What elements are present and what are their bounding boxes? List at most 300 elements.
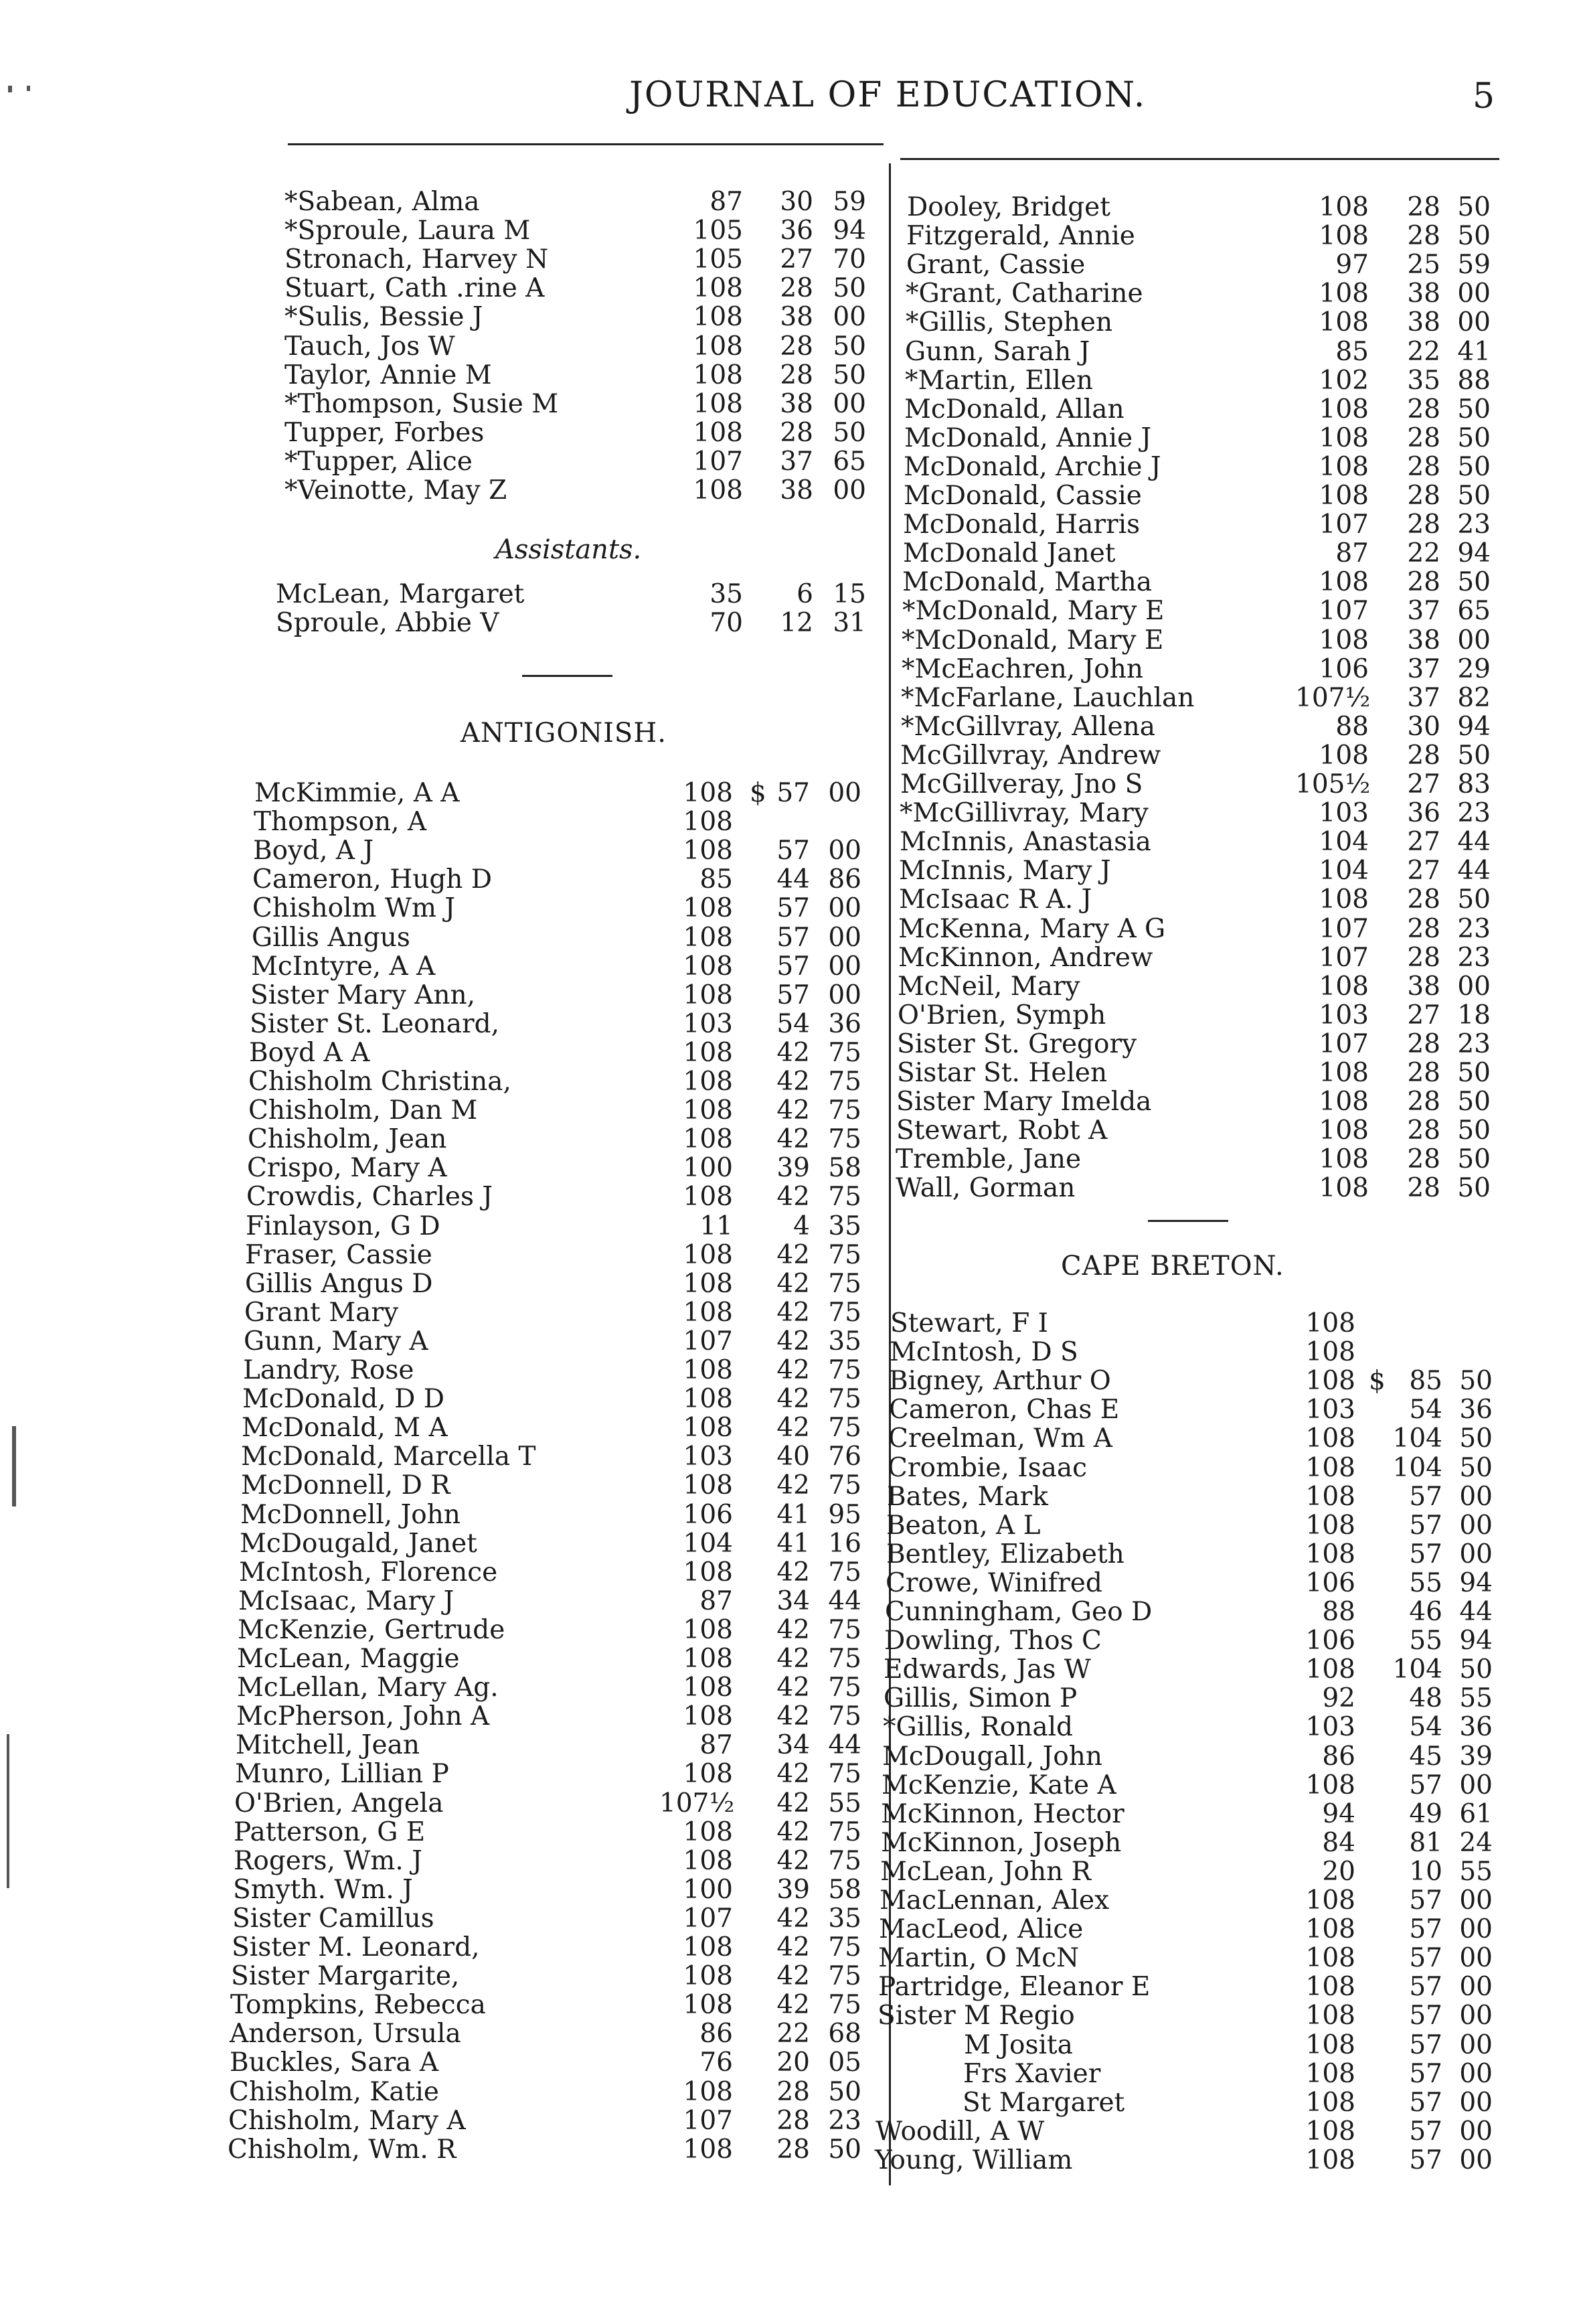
table-row [0,1367,1583,1395]
row-days: 108 [683,1615,733,1645]
top-rule-right [900,158,1499,160]
row-name: McKenzie, Gertrude [238,1615,505,1645]
row-name: Sister Mary Ann, [250,980,476,1010]
row-days: 102 [1319,366,1369,396]
row-dollars: 38 [1407,625,1440,655]
table-row [0,1626,1583,1655]
row-cents: 75 [828,1701,861,1731]
row-days: 107 [683,1326,733,1357]
row-days: 108 [1305,1423,1355,1454]
table-row [0,1059,1583,1087]
table-row [0,1424,1583,1453]
row-days: 108 [683,1990,733,2020]
row-cents: 75 [828,1124,861,1154]
row-cents: 88 [1457,366,1491,396]
row-dollars: 38 [1407,307,1440,337]
row-days: 108 [1319,394,1369,424]
row-dollars: 25 [1407,250,1440,280]
row-dollars: 28 [1407,943,1440,973]
row-cents: 44 [1457,827,1491,857]
row-dollars: 28 [1407,914,1440,944]
row-days: 108 [1305,1510,1355,1541]
row-dollars: 28 [780,331,813,362]
row-days: 108 [683,980,733,1010]
row-name: *Sabean, Alma [284,187,480,217]
row-name: Tauch, Jos W [284,331,455,362]
row-cents: 58 [828,1153,861,1183]
row-cents: 86 [828,864,861,895]
top-rule-left [288,143,884,145]
row-dollars: 42 [776,1326,810,1357]
row-dollars: 57 [776,980,810,1010]
row-dollars: 28 [1407,423,1440,453]
table-row [0,741,1583,770]
row-dollars: 28 [780,418,813,448]
row-name: Woodill, A W [876,2116,1045,2147]
row-name: McDonnell, D R [241,1470,450,1500]
dollar-sign: $ [1369,1366,1386,1396]
table-row [0,712,1583,741]
row-cents: 00 [1459,2088,1493,2118]
table-row [0,1145,1583,1174]
row-days: 106 [1305,1568,1355,1598]
row-cents: 75 [828,1095,861,1126]
row-name: Thompson, A [254,807,427,837]
row-name: Sister St. Gregory [897,1029,1137,1059]
row-dollars: 42 [776,1701,810,1731]
row-dollars: 57 [1409,1482,1442,1512]
row-name: Wall, Gorman [896,1173,1076,1203]
row-name: Grant Mary [244,1298,399,1328]
row-cents: 50 [1459,1366,1493,1396]
row-dollars: 28 [776,2077,810,2107]
row-days: 108 [693,418,743,448]
row-days: 106 [683,1500,733,1530]
row-cents: 50 [1457,1173,1491,1203]
row-name: Fraser, Cassie [245,1240,432,1270]
row-days: 108 [683,778,733,808]
row-name: Sister St. Leonard, [250,1009,500,1039]
row-dollars: 57 [1409,1885,1442,1916]
row-cents: 75 [828,1817,861,1847]
row-cents: 75 [828,1470,861,1500]
row-cents: 75 [828,1615,861,1645]
table-row [0,885,1583,914]
row-days: 108 [683,1038,733,1068]
row-cents: 50 [1457,1058,1491,1088]
row-cents: 61 [1459,1799,1493,1829]
row-name: Munro, Lillian P [235,1759,449,1789]
row-cents: 05 [828,2047,861,2078]
row-dollars: 49 [1409,1799,1442,1829]
row-dollars: 28 [1407,394,1440,424]
row-dollars: 22 [776,2019,810,2049]
row-dollars: 28 [776,2106,810,2136]
row-days: 108 [683,1846,733,1876]
row-cents: 00 [1459,2059,1493,2089]
row-name: Stewart, Robt A [896,1115,1108,1146]
row-name: Smyth. Wm. J [233,1875,413,1905]
row-cents: 75 [828,1298,861,1328]
row-dollars: 37 [1407,654,1440,684]
row-dollars: 30 [780,187,813,217]
row-cents: 00 [828,951,861,982]
row-dollars: 46 [1409,1597,1442,1627]
row-days: 92 [1322,1683,1355,1713]
table-row [0,597,1583,625]
row-days: 108 [693,331,743,362]
row-cents: 50 [833,418,866,448]
row-name: *Sulis, Bessie J [284,302,483,332]
table-row [0,510,1583,539]
row-name: *Gillis, Stephen [906,307,1113,337]
row-dollars: 38 [780,475,813,506]
row-cents: 00 [1459,1885,1493,1916]
row-cents: 50 [833,331,866,362]
table-row [0,250,1583,279]
row-days: 104 [1319,827,1369,857]
row-days: 103 [683,1009,733,1039]
row-cents: 23 [1457,943,1491,973]
row-dollars: 104 [1392,1654,1442,1685]
row-name: McDonald, Harris [903,510,1141,540]
row-days: 108 [683,1557,733,1587]
table-row [0,453,1583,481]
row-days: 108 [683,1932,733,1962]
row-dollars: 38 [1407,279,1440,309]
row-name: O'Brien, Symph [898,1000,1106,1030]
row-cents: 50 [1457,1087,1491,1117]
row-days: 108 [1305,2088,1355,2118]
row-dollars: 57 [1409,2001,1442,2031]
table-row [0,1829,1583,1857]
row-name: Gunn, Sarah J [905,337,1090,367]
row-dollars: 28 [1407,510,1440,540]
row-name: Bigney, Arthur O [889,1366,1111,1396]
row-days: 108 [683,1384,733,1414]
row-dollars: 28 [1407,1144,1440,1174]
row-dollars: 4 [793,1211,810,1241]
row-dollars: 42 [776,1038,810,1068]
row-cents: 65 [833,447,866,477]
row-days: 103 [1319,798,1369,828]
row-days: 108 [1319,481,1369,511]
row-name: McLean, John R [880,1857,1092,1887]
table-row [0,279,1583,308]
row-name: Tremble, Jane [896,1144,1082,1174]
row-dollars: 42 [776,1182,810,1212]
row-dollars: 28 [1407,1087,1440,1117]
row-days: 108 [1319,192,1369,222]
row-cents: 75 [828,1384,861,1414]
row-dollars: 39 [776,1153,810,1183]
row-cents: 50 [1457,192,1491,222]
row-dollars: 55 [1409,1568,1442,1598]
row-days: 108 [1319,307,1369,337]
table-row [0,2146,1583,2175]
table-row [0,915,1583,943]
row-dollars: 42 [776,1817,810,1847]
row-days: 108 [683,1067,733,1097]
row-days: 108 [693,302,743,332]
row-dollars: 42 [776,1124,810,1154]
row-dollars: 57 [1409,2030,1442,2060]
row-dollars: 42 [776,1759,810,1789]
row-dollars: 42 [776,1961,810,1991]
page-header [0,75,1583,129]
row-name: Chisholm, Dan M [248,1095,478,1126]
row-days: 108 [683,951,733,982]
table-row [0,1569,1583,1598]
row-cents: 75 [828,1759,861,1789]
row-name: MacLennan, Alex [880,1885,1110,1916]
row-days: 108 [1305,2059,1355,2089]
row-name: Boyd A A [249,1038,370,1068]
row-dollars: 12 [780,608,813,638]
row-days: 106 [1319,654,1369,684]
row-cents: 94 [1459,1626,1493,1656]
row-cents: 75 [828,1673,861,1703]
row-days: 108 [1319,1087,1369,1117]
row-name: Partridge, Eleanor E [878,1972,1151,2002]
row-cents: 31 [833,608,866,638]
row-name: Finlayson, G D [246,1211,440,1241]
row-dollars: 30 [1407,712,1440,742]
row-dollars: 38 [780,389,813,419]
row-days: 108 [1305,2030,1355,2060]
row-days: 107½ [1295,683,1371,713]
row-name: McPherson, John A [236,1701,490,1731]
row-name: *McDonald, Mary E [902,625,1164,655]
assistants-heading: Assistants. [495,534,642,565]
row-days: 108 [1319,279,1369,309]
row-dollars: 57 [1409,1539,1442,1569]
row-days: 20 [1322,1857,1355,1887]
row-dollars: 37 [1407,596,1440,626]
row-name: McDougald, Janet [240,1529,477,1559]
row-name: Mitchell, Jean [236,1730,420,1760]
row-dollars: 28 [1407,741,1440,771]
row-name: Chisholm Wm J [252,893,455,923]
row-name: McDonald, Cassie [904,481,1142,511]
row-cents: 50 [1459,1423,1493,1454]
row-cents: 24 [1459,1828,1493,1858]
margin-speck [27,86,30,91]
row-name: Taylor, Annie M [284,360,492,390]
table-row [0,395,1583,424]
row-cents: 00 [828,778,861,808]
journal-title: JOURNAL OF EDUCATION. [629,75,1147,115]
table-row [0,655,1583,684]
row-name: Sister Camillus [232,1904,434,1934]
row-name: McDonald Janet [903,538,1116,568]
row-days: 108 [1319,423,1369,453]
row-name: Cameron, Hugh D [252,864,493,895]
row-days: 108 [1305,1943,1355,1973]
row-dollars: 28 [1407,1029,1440,1059]
row-days: 107 [683,2106,733,2136]
row-name: Boyd, A J [253,836,374,866]
row-days: 108 [1305,2001,1355,2031]
row-days: 84 [1322,1828,1355,1858]
table-row [0,1972,1583,2001]
row-name: *Grant, Catharine [906,279,1143,309]
table-row [0,1540,1583,1569]
row-days: 105½ [1295,769,1371,799]
row-days: 107 [683,1904,733,1934]
row-dollars: 38 [780,302,813,332]
row-cents: 18 [1457,1000,1491,1030]
row-name: *McEachren, John [902,654,1143,684]
row-days: 108 [683,1240,733,1270]
row-cents: 75 [828,1846,861,1876]
row-cents: 44 [1459,1597,1493,1627]
row-days: 97 [1335,250,1369,280]
row-dollars: 42 [776,1673,810,1703]
row-cents: 94 [1457,538,1491,568]
row-name: *McGillvray, Allena [901,712,1155,742]
row-dollars: 42 [776,1095,810,1126]
table-row [0,568,1583,597]
row-cents: 75 [828,1355,861,1385]
row-name: Fitzgerald, Annie [906,221,1135,251]
table-row [0,2117,1583,2146]
row-name: *Sproule, Laura M [284,216,531,246]
row-cents: 36 [1459,1712,1493,1742]
row-days: 104 [1319,856,1369,886]
row-days: 108 [693,475,743,506]
row-name: *Gillis, Ronald [883,1712,1074,1742]
row-dollars: 42 [776,1298,810,1328]
row-name: Gillis, Simon P [884,1683,1078,1713]
row-cents: 50 [833,273,866,303]
row-cents: 83 [1457,769,1491,799]
row-name: McInnis, Mary J [899,856,1111,886]
row-cents: 50 [1457,741,1491,771]
row-dollars: 57 [1409,1914,1442,1944]
row-name: McDonald, Martha [902,567,1152,597]
row-cents: 58 [828,1875,861,1905]
row-name: *McDonald, Mary E [902,596,1165,626]
row-name: Chisholm, Mary A [228,2106,466,2136]
row-dollars: 27 [1407,769,1440,799]
row-cents: 50 [828,2135,861,2165]
row-name: McDonald, Marcella T [241,1442,536,1472]
table-row [0,1269,1583,1298]
row-days: 100 [683,1153,733,1183]
table-row [0,2001,1583,2030]
row-cents: 50 [1457,884,1491,915]
row-cents: 00 [1457,307,1491,337]
row-cents: 44 [828,1586,861,1616]
row-cents: 50 [1457,221,1491,251]
row-days: 94 [1322,1799,1355,1829]
row-days: 108 [1319,567,1369,597]
row-days: 70 [710,608,743,638]
row-cents: 75 [828,1644,861,1674]
table-row [0,1116,1583,1145]
row-dollars: 42 [776,1269,810,1299]
row-days: 108 [1319,452,1369,482]
row-name: Buckles, Sara A [230,2047,439,2078]
row-cents: 29 [1457,654,1491,684]
row-cents: 94 [1459,1568,1493,1598]
row-name: *Tupper, Alice [284,447,473,477]
row-name: McLean, Margaret [276,579,525,609]
row-name: McKinnon, Andrew [898,943,1153,973]
row-name: McLellan, Mary Ag. [237,1673,499,1703]
row-dollars: 42 [776,1788,810,1818]
row-days: 108 [683,923,733,953]
row-days: 106 [1305,1626,1355,1656]
row-dollars: 57 [1409,2145,1442,2175]
row-days: 108 [1305,1453,1355,1483]
row-cents: 39 [1459,1741,1493,1772]
row-days: 103 [1305,1395,1355,1425]
row-name: M Josita [964,2030,1073,2060]
row-cents: 23 [828,2106,861,2136]
row-days: 108 [1305,1366,1355,1396]
row-name: McIsaac R A. J [899,884,1092,915]
table-row [0,424,1583,453]
row-days: 108 [1305,1972,1355,2002]
row-cents: 00 [1459,1539,1493,1569]
row-dollars: 36 [780,216,813,246]
row-cents: 00 [828,836,861,866]
margin-mark [7,1734,9,1888]
row-name: McDonnell, John [240,1500,461,1530]
table-row [0,1713,1583,1741]
row-cents: 41 [1457,337,1491,367]
row-dollars: 44 [776,864,810,895]
row-name: Crowdis, Charles J [246,1182,493,1212]
row-days: 108 [1319,1115,1369,1146]
table-row [0,2088,1583,2117]
row-cents: 59 [833,187,866,217]
row-dollars: 34 [776,1730,810,1760]
row-days: 108 [1319,1058,1369,1088]
row-dollars: 34 [776,1586,810,1616]
row-dollars: 57 [776,951,810,982]
row-dollars: 48 [1409,1683,1442,1713]
row-days: 108 [1305,2116,1355,2147]
row-dollars: 57 [776,923,810,953]
row-name: Frs Xavier [963,2059,1101,2089]
row-name: Rogers, Wm. J [234,1846,422,1876]
row-days: 85 [699,864,733,895]
row-name: Crombie, Isaac [888,1453,1088,1483]
row-days: 108 [683,2077,733,2107]
table-row [0,856,1583,885]
row-dollars: 37 [780,447,813,477]
row-dollars: 36 [1407,798,1440,828]
row-cents: 00 [1457,279,1491,309]
row-cents: 00 [1459,1482,1493,1512]
row-dollars: 42 [776,1644,810,1674]
row-dollars: 55 [1409,1626,1442,1656]
row-cents: 75 [828,1932,861,1962]
row-days: 108 [683,1701,733,1731]
row-days: 108 [693,360,743,390]
row-cents: 50 [833,360,866,390]
row-days: 105 [693,216,743,246]
row-dollars: 42 [776,1557,810,1587]
row-cents: 44 [828,1730,861,1760]
row-name: McKenna, Mary A G [898,914,1166,944]
row-days: 108 [1319,221,1369,251]
table-row [0,626,1583,655]
row-name: Chisholm, Katie [229,2077,439,2107]
